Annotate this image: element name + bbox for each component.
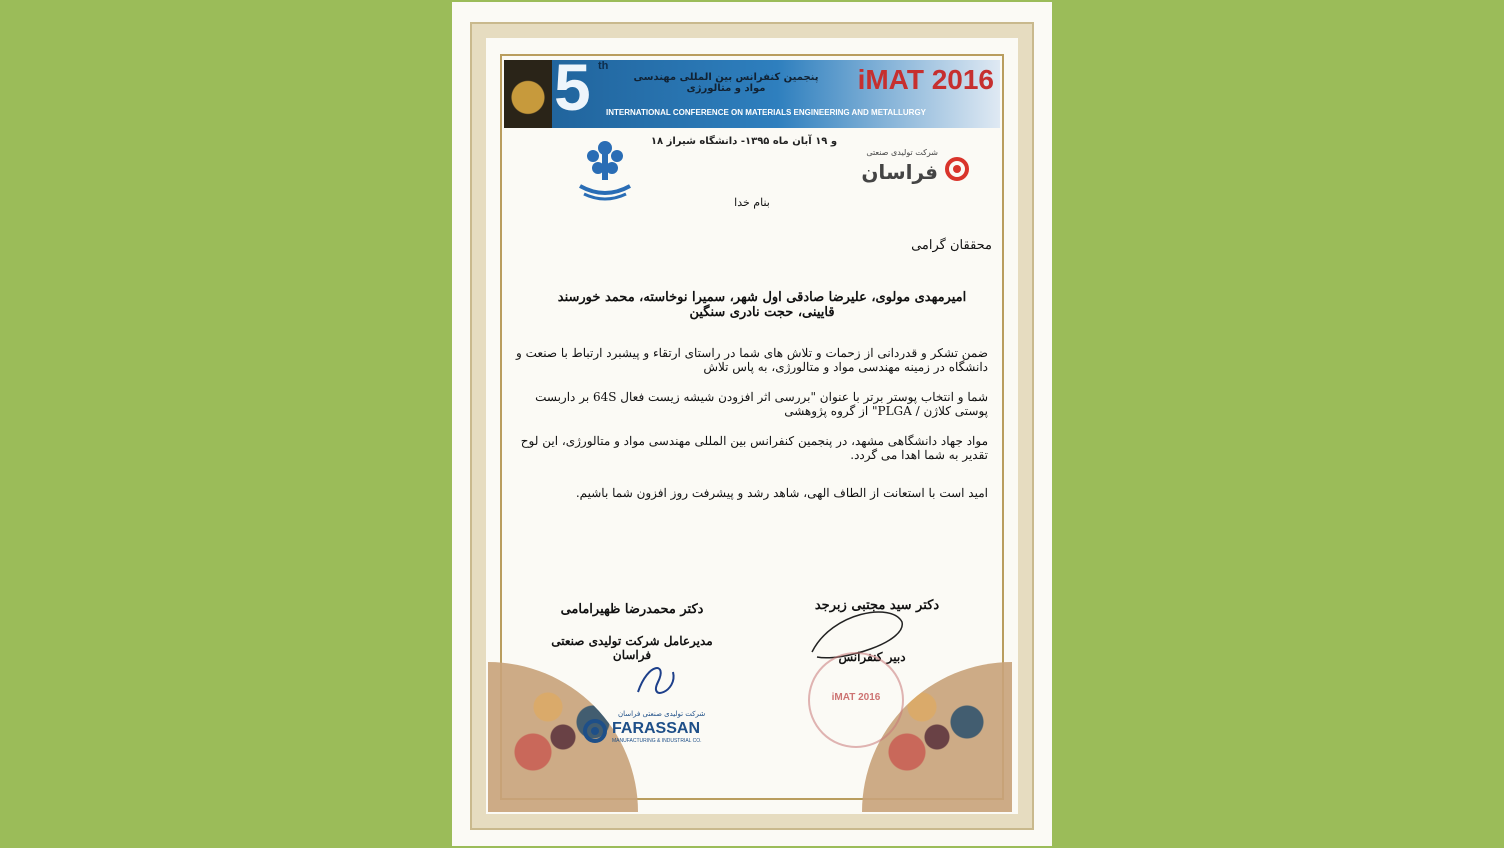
conference-logo-text: iMAT 2016 [857, 64, 994, 95]
farassan-stamp [582, 702, 722, 752]
farassan-logo-caption: شرکت تولیدی صنعتی [866, 148, 938, 157]
imat-stamp [808, 652, 904, 748]
right-signatory-role: دبیر کنفرانس [838, 650, 906, 664]
banner-artifact-image [504, 60, 552, 128]
edition-number: 5 [554, 50, 591, 124]
left-signatory-role: مدیرعامل شرکت تولیدی صنعتی فراسان [551, 634, 713, 662]
body-line: مواد جهاد دانشگاهی مشهد، در پنجمین کنفرانس بین المللی مهندسی مواد و متالورژی، این لوح تقدیر به شما اهدا می گردد. [520, 434, 988, 462]
edition-suffix: th [598, 60, 609, 72]
farassan-logo [848, 148, 978, 188]
body-line: ضمن تشکر و قدردانی از زحمات و تلاش های شما در راستای ارتقاء و پیشبرد ارتباط با صنعت و دانشگاه در زمینه مهندسی مواد و متالورژی، به پاس تلاش [516, 346, 988, 374]
imat-stamp-text: iMAT 2016 [831, 692, 881, 703]
farassan-ring-icon [944, 156, 970, 182]
right-signatory-name: دکتر سید مجتبی زبرجد [814, 598, 940, 613]
body-line: شما و انتخاب پوستر برتر با عنوان "بررسی اثر افزودن شیشه زیست فعال 64S بر داربست پوستی کلاژن / PLGA" از گروه پژوهشی [535, 390, 988, 418]
farassan-stamp-en: FARASSAN [612, 720, 701, 737]
left-signature-scribble [628, 652, 688, 702]
left-signatory-name: دکتر محمدرضا ظهیرامامی [560, 602, 704, 617]
greeting: محققان گرامی [911, 238, 992, 253]
conference-title-fa: پنجمین کنفرانس بین المللی مهندسی مواد و متالورژی [633, 72, 819, 94]
shiraz-university-logo [574, 136, 636, 204]
farassan-logo-wordmark: فراسان [861, 160, 938, 184]
farassan-stamp-sub: MANUFACTURING & INDUSTRIAL CO. [612, 738, 702, 744]
certificate-sheet [452, 2, 1052, 846]
bismillah: بنام خدا [734, 196, 770, 209]
recipient-names: امیرمهدی مولوی، علیرضا صادقی اول شهر، سمیرا نوخاسته، محمد خورسند قایینی، حجت نادری سنگین [557, 290, 967, 320]
farassan-stamp-ring-icon [582, 718, 608, 744]
conference-banner [504, 50, 1000, 128]
conference-date: ۱۸ و ۱۹ آبان ماه ۱۳۹۵- دانشگاه شیراز [650, 136, 838, 147]
farassan-stamp-fa: شرکت تولیدی صنعتی فراسان [618, 710, 706, 718]
conference-title-en: INTERNATIONAL CONFERENCE ON MATERIALS ENGINEERING AND METALLURGY [606, 108, 926, 117]
closing-line: امید است با استعانت از الطاف الهی، شاهد رشد و پیشرفت روز افزون شما باشیم. [575, 486, 988, 500]
